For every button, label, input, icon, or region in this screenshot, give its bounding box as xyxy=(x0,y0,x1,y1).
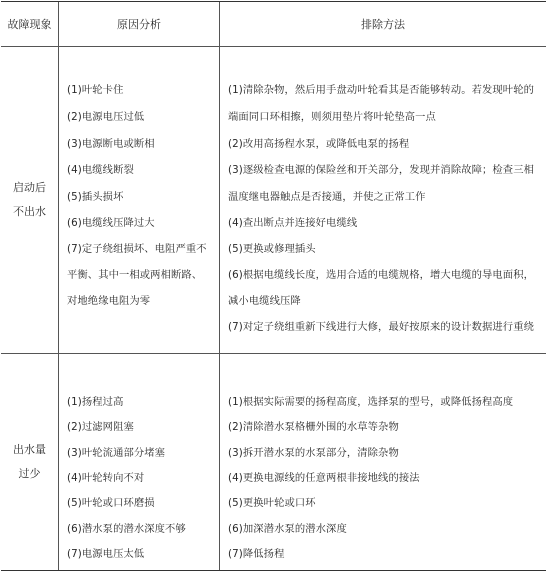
header-cause: 原因分析 xyxy=(117,18,161,31)
fault-label: 启动后 xyxy=(13,181,46,194)
remedy-text: (6)根据电缆线长度，选用合适的电缆规格，增大电缆的导电面积， xyxy=(228,269,534,281)
remedy-text: (7)对定子绕组重新下线进行大修，最好按原来的设计数据进行重绕 xyxy=(228,321,534,333)
remedy-text: (2)改用高扬程水泵，或降低电泵的扬程 xyxy=(228,138,410,150)
remedy-text: 减小电缆线压降 xyxy=(228,295,301,307)
cause-text: (1)扬程过高 xyxy=(67,396,124,408)
column-divider xyxy=(58,2,59,570)
troubleshooting-table xyxy=(1,1,546,571)
cause-text: (5)插头损坏 xyxy=(67,191,124,203)
header-divider xyxy=(1,46,546,47)
remedy-text: (1)根据实际需要的扬程高度，选择泵的型号，或降低扬程高度 xyxy=(228,396,514,408)
row-divider xyxy=(1,353,546,354)
cause-text: 对地绝缘电阻为零 xyxy=(67,295,151,307)
fault-label: 不出水 xyxy=(13,205,46,218)
fault-label: 过少 xyxy=(18,467,41,480)
remedy-text: (2)清除潜水泵格栅外围的水草等杂物 xyxy=(228,421,399,433)
remedy-text: (5)更换或修理插头 xyxy=(228,243,316,255)
cause-text: (3)叶轮流通部分堵塞 xyxy=(67,447,166,459)
header-fault: 故障现象 xyxy=(7,18,52,31)
remedy-text: (5)更换叶轮或口环 xyxy=(228,497,316,509)
column-divider xyxy=(219,2,220,570)
remedy-text: (4)更换电源线的任意两根非接地线的接法 xyxy=(228,472,420,484)
fault-cell xyxy=(1,354,58,570)
header-remedy: 排除方法 xyxy=(361,18,405,31)
remedy-text: (3)拆开潜水泵的水泵部分，清除杂物 xyxy=(228,447,399,459)
remedy-text: (7)降低扬程 xyxy=(228,548,285,560)
cause-text: (4)电缆线断裂 xyxy=(67,164,134,176)
cause-text: (7)定子绕组损坏、电阻严重不 xyxy=(67,243,207,255)
cause-text: (4)叶轮转向不对 xyxy=(67,472,145,484)
remedy-text: (3)逐级检查电源的保险丝和开关部分，发现并消除故障；检查三相 xyxy=(228,164,534,176)
cause-text: (3)电源断电或断相 xyxy=(67,138,155,150)
cause-text: (5)叶轮或口环磨损 xyxy=(67,497,155,509)
cause-text: (6)潜水泵的潜水深度不够 xyxy=(67,523,186,535)
cause-text: (6)电缆线压降过大 xyxy=(67,217,155,229)
cause-text: (2)过滤网阻塞 xyxy=(67,421,134,433)
remedy-text: (4)查出断点并连接好电缆线 xyxy=(228,217,358,229)
cause-text: (7)电源电压太低 xyxy=(67,548,145,560)
remedy-text: (6)加深潜水泵的潜水深度 xyxy=(228,523,347,535)
remedy-text: (1)清除杂物，然后用手盘动叶轮看其是否能够转动。若发现叶轮的 xyxy=(228,84,534,96)
cause-text: (1)叶轮卡住 xyxy=(67,84,124,96)
remedy-text: 温度继电器触点是否接通，并使之正常工作 xyxy=(228,191,426,203)
fault-cell xyxy=(1,47,58,353)
cause-text: 平衡、其中一相或两相断路、 xyxy=(67,269,203,281)
cause-text: (2)电源电压过低 xyxy=(67,111,145,123)
remedy-text: 端面同口环相擦，则须用垫片将叶轮垫高一点 xyxy=(228,111,436,123)
fault-label: 出水量 xyxy=(13,443,46,456)
